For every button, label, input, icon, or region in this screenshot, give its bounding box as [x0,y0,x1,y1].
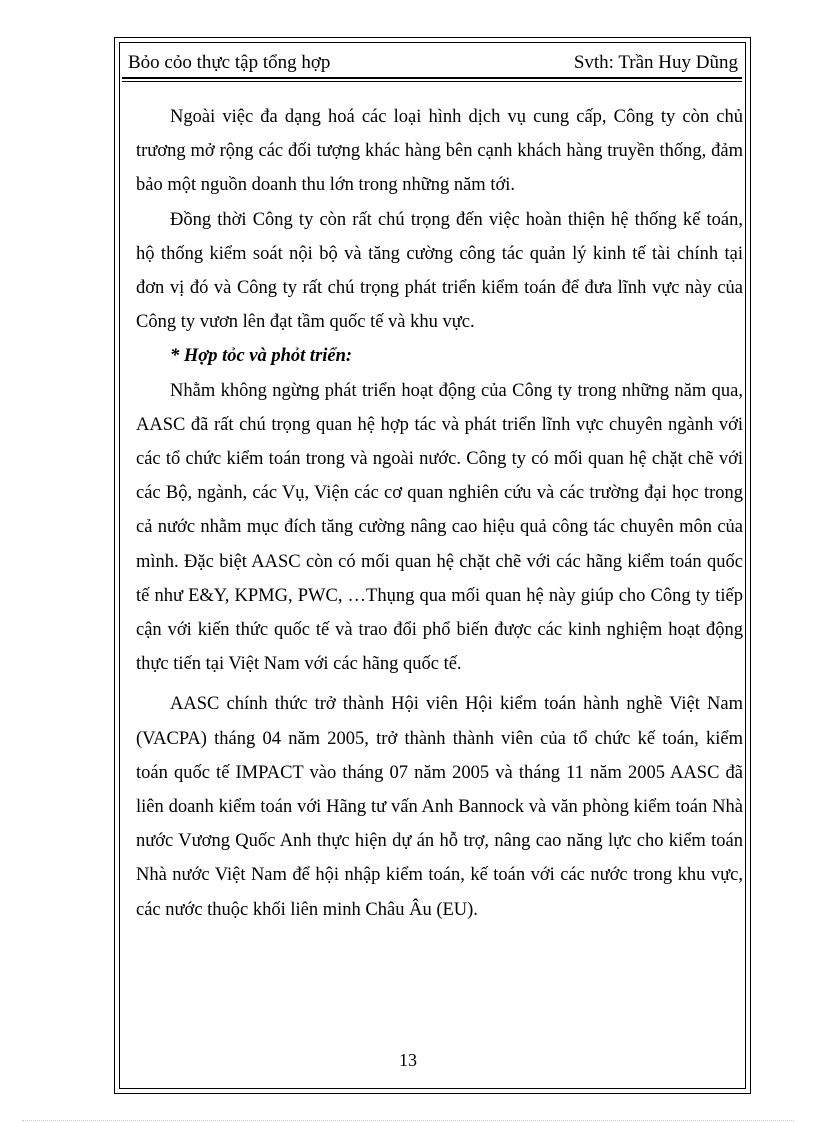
page-number: 13 [399,1050,417,1070]
page-header [128,52,740,78]
section-heading-cooperation: * Hợp tỏc và phỏt triển: [170,346,353,367]
header-author: Svth: Trần Huy Dũng [573,52,738,73]
document-body [136,100,743,927]
paragraph-cooperation: Nhằm không ngừng phát triển hoạt động của Công ty trong những năm qua, AASC đã rất chú trọng quan hệ hợp tác và phát triển lĩnh vực chuyên ngành với các tổ chức kiểm toán trong và ngoài nước. Công ty có mối quan hệ chặt chẽ với các Bộ, ngành, các Vụ, Viện các cơ quan nghiên cứu và các trường đại học trong cả nước nhằm mục đích tăng cường nâng cao hiệu quả công tác chuyên môn của mình. Đặc biệt AASC còn có mối quan hệ chặt chẽ với các hãng kiểm toán quốc tế như E&Y, KPMG, PWC, …Thụng qua mối quan hệ này giúp cho Công ty tiếp cận với kiến thức quốc tế và trao đổi phổ biến được các kinh nghiệm hoạt động thực tiến tại Việt Nam với các hãng quốc tế. [136,380,743,675]
paragraph-vacpa-membership: AASC chính thức trở thành Hội viên Hội kiểm toán hành nghề Việt Nam (VACPA) tháng 04 năm 2005, trở thành thành viên của tổ chức kế toán, kiểm toán quốc tế IMPACT vào tháng 07 năm 2005 và tháng 11 năm 2005 AASC đã liên doanh kiểm toán với Hãng tư vấn Anh Bannock và văn phòng kiểm toán Nhà nước Vương Quốc Anh thực hiện dự án hỗ trợ, nâng cao năng lực cho kiểm toán Nhà nước Việt Nam để hội nhập kiểm toán, kế toán với các nước trong khu vực, các nước thuộc khối liên minh Châu Âu (EU). [136,694,743,920]
paragraph-accounting-system: Đồng thời Công ty còn rất chú trọng đến việc hoàn thiện hệ thống kế toán, hộ thống kiểm soát nội bộ và tăng cường công tác quản lý kinh tế tài chính tại đơn vị đó và Công ty rất chú trọng phát triển kiểm toán để đưa lĩnh vực này của Công ty vươn lên đạt tầm quốc tế và khu vực. [136,209,743,333]
header-title: Bỏo cỏo thực tập tổng hợp [128,52,331,73]
header-rule-thick [122,77,742,79]
paragraph-service-diversification: Ngoài việc đa dạng hoá các loại hình dịch vụ cung cấp, Công ty còn chủ trương mở rộng các đối tượng khác hàng bên cạnh khách hàng truyền thống, đảm bảo một nguồn doanh thu lớn trong những năm tới. [136,107,743,196]
header-rule-thin [122,81,742,82]
page-bottom-divider [22,1120,794,1121]
